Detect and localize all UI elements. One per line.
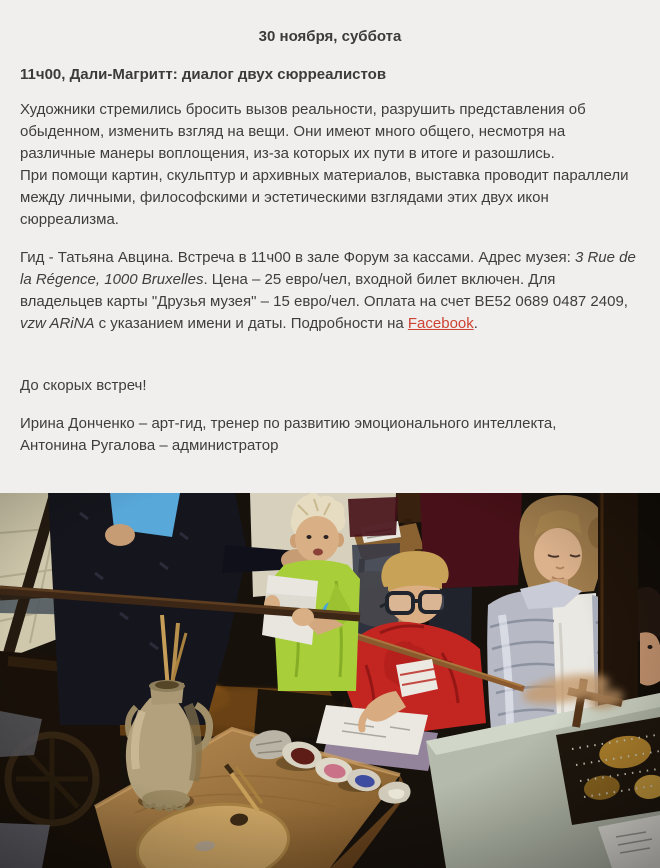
- facebook-link[interactable]: Facebook: [407, 315, 474, 332]
- museum-address: 3 Rue de la Régence, 1000 Bruxelles: [20, 249, 636, 288]
- account-holder: vzw ARiNA: [20, 315, 95, 332]
- signature: [20, 413, 640, 457]
- details-text-4: .: [473, 315, 478, 332]
- farewell-text: До скорых встреч!: [20, 377, 147, 394]
- details-text-2: . Цена – 25 евро/чел, входной билет включен. Для владельцев карты "Друзья музея" – 15 евро/чел. Оплата на счет BE52 0689 0487 2409,: [20, 271, 628, 310]
- date-heading: 30 ноября, суббота: [258, 28, 402, 45]
- event-photo: [0, 493, 660, 868]
- event-description-part1: Художники стремились бросить вызов реальности, разрушить представления об обыденном, изменить взгляд на вещи. Они имеют много общего, несмотря на различные манеры воплощения, из-за которых их пути в итоге и разошлись.: [20, 101, 586, 162]
- event-description: [20, 99, 640, 231]
- vignette: [0, 493, 660, 868]
- details-text-3: с указанием имени и даты. Подробности на: [94, 315, 408, 332]
- signature-line-1: Ирина Донченко – арт-гид, тренер по развитию эмоционального интеллекта,: [20, 415, 557, 432]
- event-title: 11ч00, Дали-Магритт: диалог двух сюрреалистов: [20, 66, 387, 83]
- museum-scene-illustration: [0, 493, 660, 868]
- signature-line-2: Антонина Ругалова – администратор: [20, 437, 279, 454]
- event-details: [20, 247, 640, 335]
- event-description-part2: При помощи картин, скульптур и архивных материалов, выставка проводит параллели между личными, философскими и эстетическими взглядами этих двух икон сюрреализма.: [20, 167, 629, 228]
- details-text-1: Гид - Татьяна Авцина. Встреча в 11ч00 в зале Форум за кассами. Адрес музея:: [20, 249, 575, 266]
